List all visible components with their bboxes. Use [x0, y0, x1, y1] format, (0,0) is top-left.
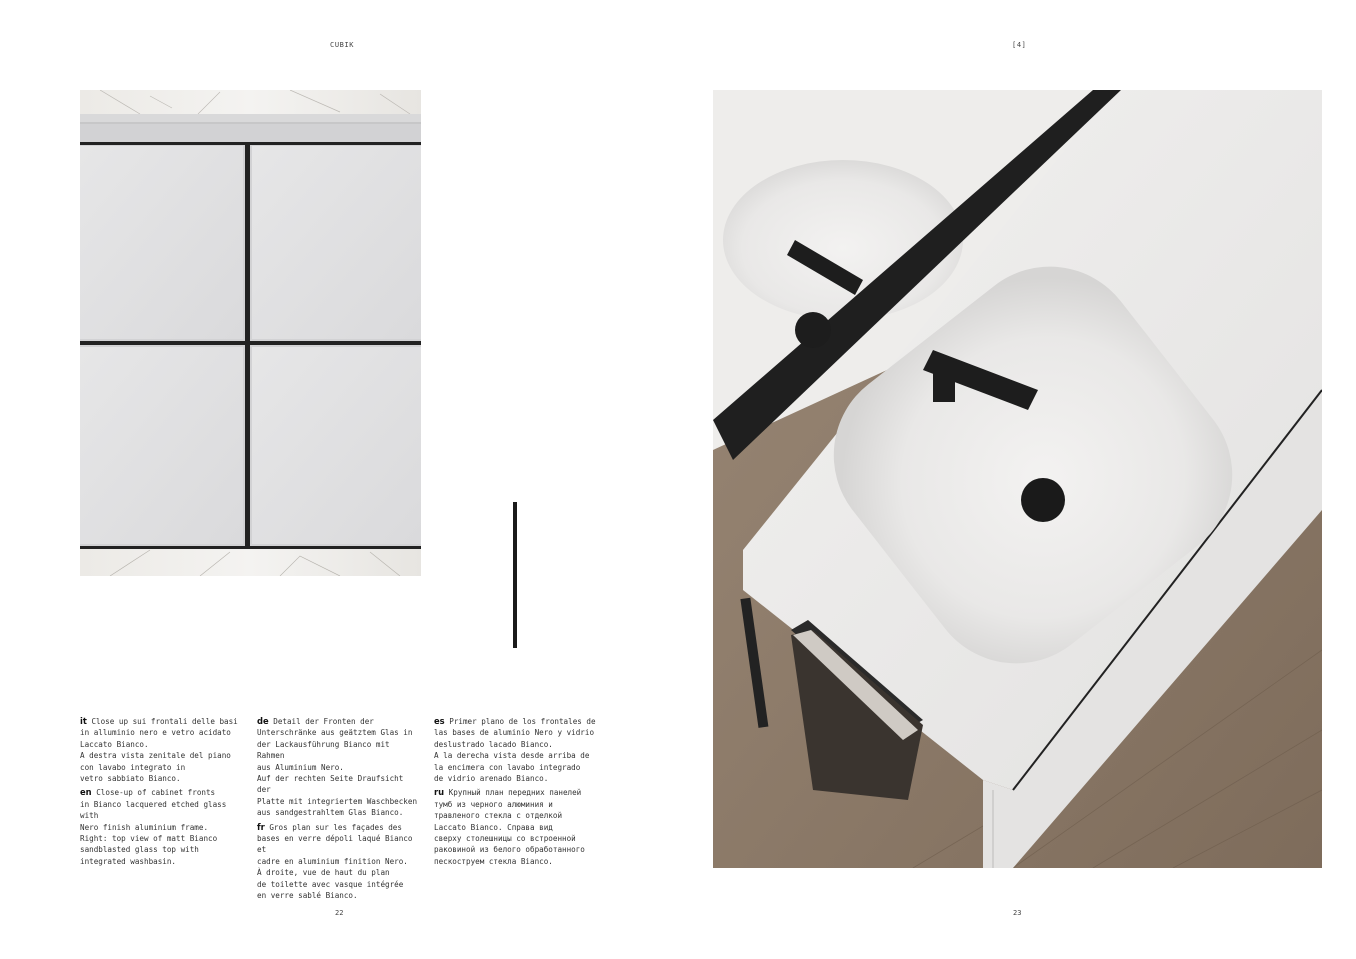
lang-code-fr: fr [257, 821, 265, 832]
caption-en [80, 787, 242, 867]
right-page [678, 0, 1356, 959]
page-number-right: 23 [1013, 909, 1022, 917]
page-number-left: 22 [335, 909, 344, 917]
caption-de [257, 716, 419, 819]
caption-es-text: Primer plano de los frontales de las bases de aluminio Nero y vidrio deslustrado lacado Bianco. A la derecha vista desde arriba de la encimera con lavabo integrado de vidrio arenado Bianco. [434, 717, 596, 784]
caption-it-text: Close up sui frontali delle basi in alluminio nero e vetro acidato Laccato Bianco. A destra vista zenitale del piano con lavabo integrato in vetro sabbiato Bianco. [80, 717, 238, 784]
cabinet-fronts-photo [80, 90, 421, 576]
lang-code-es: es [434, 716, 445, 726]
caption-column-3 [434, 716, 596, 870]
lang-code-it: it [80, 716, 87, 726]
caption-ru [434, 787, 596, 867]
caption-fr [257, 822, 419, 902]
caption-fr-text: Gros plan sur les façades des bases en verre dépoli laqué Bianco et cadre en aluminium finition Nero. À droite, vue de haut du plan de toilette avec vasque intégrée en verre sablé Bianco. [257, 822, 413, 901]
washbasin-top-view-photo [713, 90, 1322, 868]
caption-it [80, 716, 242, 784]
caption-en-text: Close-up of cabinet fronts in Bianco lacquered etched glass with Nero finish aluminium frame. Right: top view of matt Bianco sandblasted glass top with integrated washbasin. [80, 788, 227, 866]
caption-ru-text: Крупный план передних панелей тумб из черного алюминия и травленого стекла с отделкой Laccato Bianco. Справа вид сверху столешницы со встроенной раковиной из белого обработанного пескоструем стекла Bianco. [434, 788, 585, 866]
lang-code-ru: ru [434, 787, 445, 798]
caption-de-text: Detail der Fronten der Unterschränke aus geätztem Glas in der Lackausführung Bianco mit Rahmen aus Aluminium Nero. Auf der rechten Seite Draufsicht der Platte mit integriertem Waschbecken aus sandgestrahltem Glas Bianco. [257, 717, 418, 818]
running-head-section: [4] [1012, 41, 1027, 49]
caption-column-1 [80, 716, 242, 870]
lang-code-en: en [80, 787, 92, 798]
running-head-title: CUBIK [330, 41, 355, 49]
lang-code-de: de [257, 716, 269, 726]
caption-es [434, 716, 596, 784]
divider-bar [513, 502, 517, 648]
caption-column-2 [257, 716, 419, 905]
